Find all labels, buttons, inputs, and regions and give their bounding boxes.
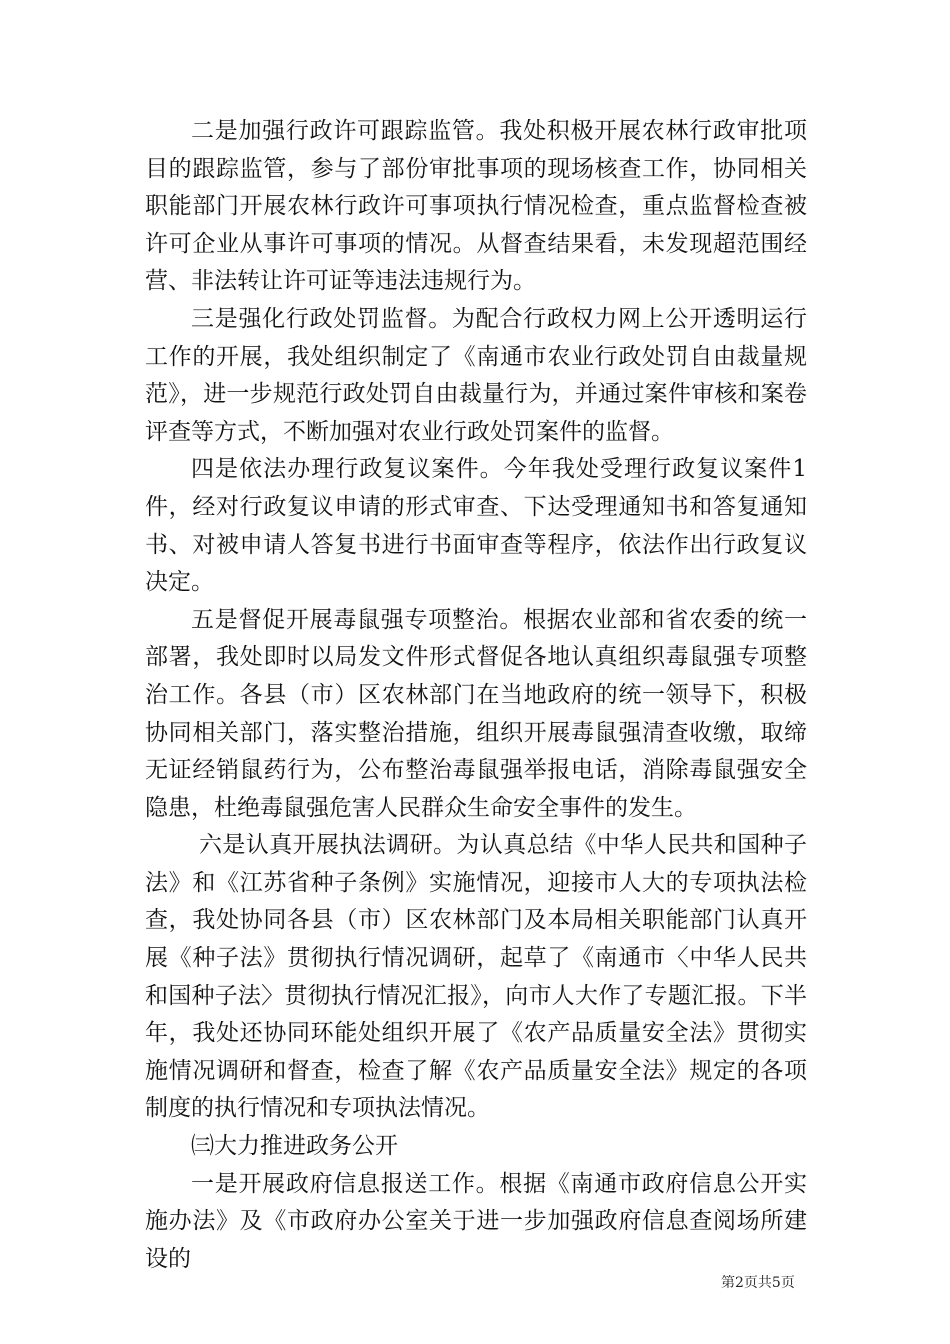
page-number-footer: 第2页共5页: [721, 1275, 795, 1291]
document-body: [145, 113, 807, 1278]
paragraph-administrative-review: 四是依法办理行政复议案件。今年我处受理行政复议案件1件，经对行政复议申请的形式审查、下达受理通知书和答复通知书、对被申请人答复书进行书面审查等程序，依法作出行政复议决定。: [145, 456, 807, 596]
section-heading-government-affairs: ㈢大力推进政务公开: [191, 1133, 398, 1160]
paragraph-administrative-penalty: 三是强化行政处罚监督。为配合行政权力网上公开透明运行工作的开展，我处组织制定了《南通市农业行政处罚自由裁量规范》，进一步规范行政处罚自由裁量行为，并通过案件审核和案卷评查等方式，不断加强对农业行政处罚案件的监督。: [145, 305, 807, 445]
paragraph-law-enforcement-research: 六是认真开展执法调研。为认真总结《中华人民共和国种子法》和《江苏省种子条例》实施情况，迎接市人大的专项执法检查，我处协同各县（市）区农林部门及本局相关职能部门认真开展《种子法》贯彻执行情况调研，起草了《南通市〈中华人民共和国种子法〉贯彻执行情况汇报》，向市人大作了专题汇报。下半年，我处还协同环能处组织开展了《农产品质量安全法》贯彻实施情况调研和督查，检查了解《农产品质量安全法》规定的各项制度的执行情况和专项执法情况。: [145, 832, 807, 1122]
paragraph-government-information: 一是开展政府信息报送工作。根据《南通市政府信息公开实施办法》及《市政府办公室关于进一步加强政府信息查阅场所建设的: [145, 1170, 807, 1272]
paragraph-administrative-license: 二是加强行政许可跟踪监管。我处积极开展农林行政审批项目的跟踪监管，参与了部份审批事项的现场核查工作，协同相关职能部门开展农林行政许可事项执行情况检查，重点监督检查被许可企业从事许可事项的情况。从督查结果看，未发现超范围经营、非法转让许可证等违法违规行为。: [145, 118, 807, 295]
paragraph-rodenticide-rectification: 五是督促开展毒鼠强专项整治。根据农业部和省农委的统一部署，我处即时以局发文件形式督促各地认真组织毒鼠强专项整治工作。各县（市）区农林部门在当地政府的统一领导下，积极协同相关部门，落实整治措施，组织开展毒鼠强清查收缴，取缔无证经销鼠药行为，公布整治毒鼠强举报电话，消除毒鼠强安全隐患，杜绝毒鼠强危害人民群众生命安全事件的发生。: [145, 606, 807, 821]
